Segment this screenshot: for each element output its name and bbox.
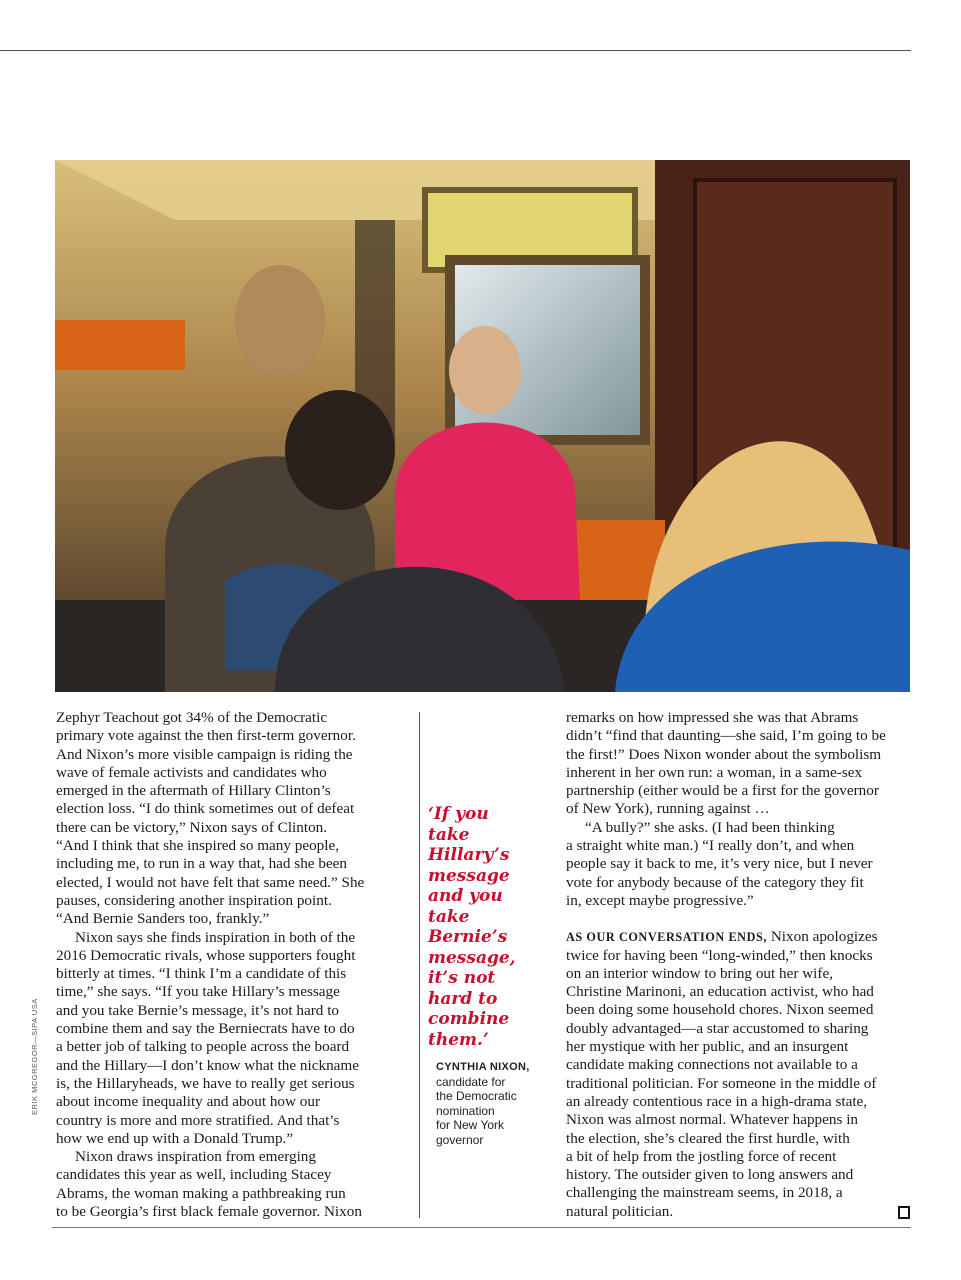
column-divider [419, 712, 420, 1218]
pull-quote-attribution: CYNTHIA NIXON, candidate for the Democratic nomination for New York governor [436, 1061, 530, 1147]
paragraph: Zephyr Teachout got 34% of the Democratic primary vote against the then first-term governor. And Nixon’s more visible campaign is riding the wave of female activists and candidates who emerged in the aftermath of Hillary Clinton’s election loss. “I do think sometimes out of defeat there can be victory,” Nixon says of Clinton. “And I think that she inspired so many people, including me, to run in a way that, had she been elected, I would not have felt that same need.” She pauses, considering another inspiration point. “And Bernie Sanders too, frankly.” [56, 709, 365, 928]
photo-credit: ERIK MCGREGOR—SIPA USA [30, 998, 39, 1115]
speaker-name: CYNTHIA NIXON, [436, 1061, 530, 1073]
paragraph: Nixon draws inspiration from emerging candidates this year as well, including Stacey Abrams, the woman making a pathbreaking run to be Georgia’s first black female governor. Nixon [56, 1148, 362, 1221]
end-mark-icon [898, 1206, 910, 1219]
paragraph: remarks on how impressed she was that Abrams didn’t “find that daunting—she said, I’m going to be the first!” Does Nixon wonder about the symbolism inherent in her own run: a woman, in a same-sex partnership (either would be a first for the governor of New York), running against … [566, 709, 886, 818]
pull-quote: ‘If you take Hillary’s message and you take Bernie’s message, it’s not hard to combine them.’ [428, 804, 516, 1050]
section-gap [566, 910, 912, 928]
bottom-rule [52, 1227, 911, 1228]
article-column-right [566, 709, 912, 1221]
lead-in: AS OUR CONVERSATION ENDS, [566, 930, 768, 945]
top-rule [0, 50, 911, 51]
paragraph: “A bully?” she asks. (I had been thinking a straight white man.) “I really don’t, and when people say it back to me, it’s very nice, but I never vote for anybody because of the category they fit in, except maybe progressive.” [566, 818, 873, 909]
paragraph: Nixon says she finds inspiration in both of the 2016 Democratic rivals, whose supporters fought bitterly at times. “I think I’m a candidate of this time,” she says. “If you take Hillary’s message and you take Bernie’s message, it’s not hard to combine them and say the Berniecrats have to do a better job of talking to people across the board and the Hillary—I don’t know what the nickname is, the Hillaryheads, we have to really get serious about income inequality and about how our country is more and more stratified. And that’s how we end up with a Donald Trump.” [56, 928, 359, 1147]
paragraph: AS OUR CONVERSATION ENDS, Nixon apologizes twice for having been “long-winded,” then knocks on an interior window to bring out her wife, Christine Marinoni, an education activist, who had been doing some household chores. Nixon seemed doubly advantaged—a star accustomed to sharing her mystique with her public, and an insurgent candidate making connections not available to a traditional politician. For someone in the middle of an already contentious race in a high-drama state, Nixon was almost normal. Whatever happens in the election, she’s cleared the first hurdle, with a bit of help from the jostling force of recent history. The outsider given to long answers and challenging the mainstream seems, in 2018, a natural politician. [566, 928, 878, 1220]
subway-photo [55, 160, 910, 692]
article-column-left [56, 709, 406, 1221]
